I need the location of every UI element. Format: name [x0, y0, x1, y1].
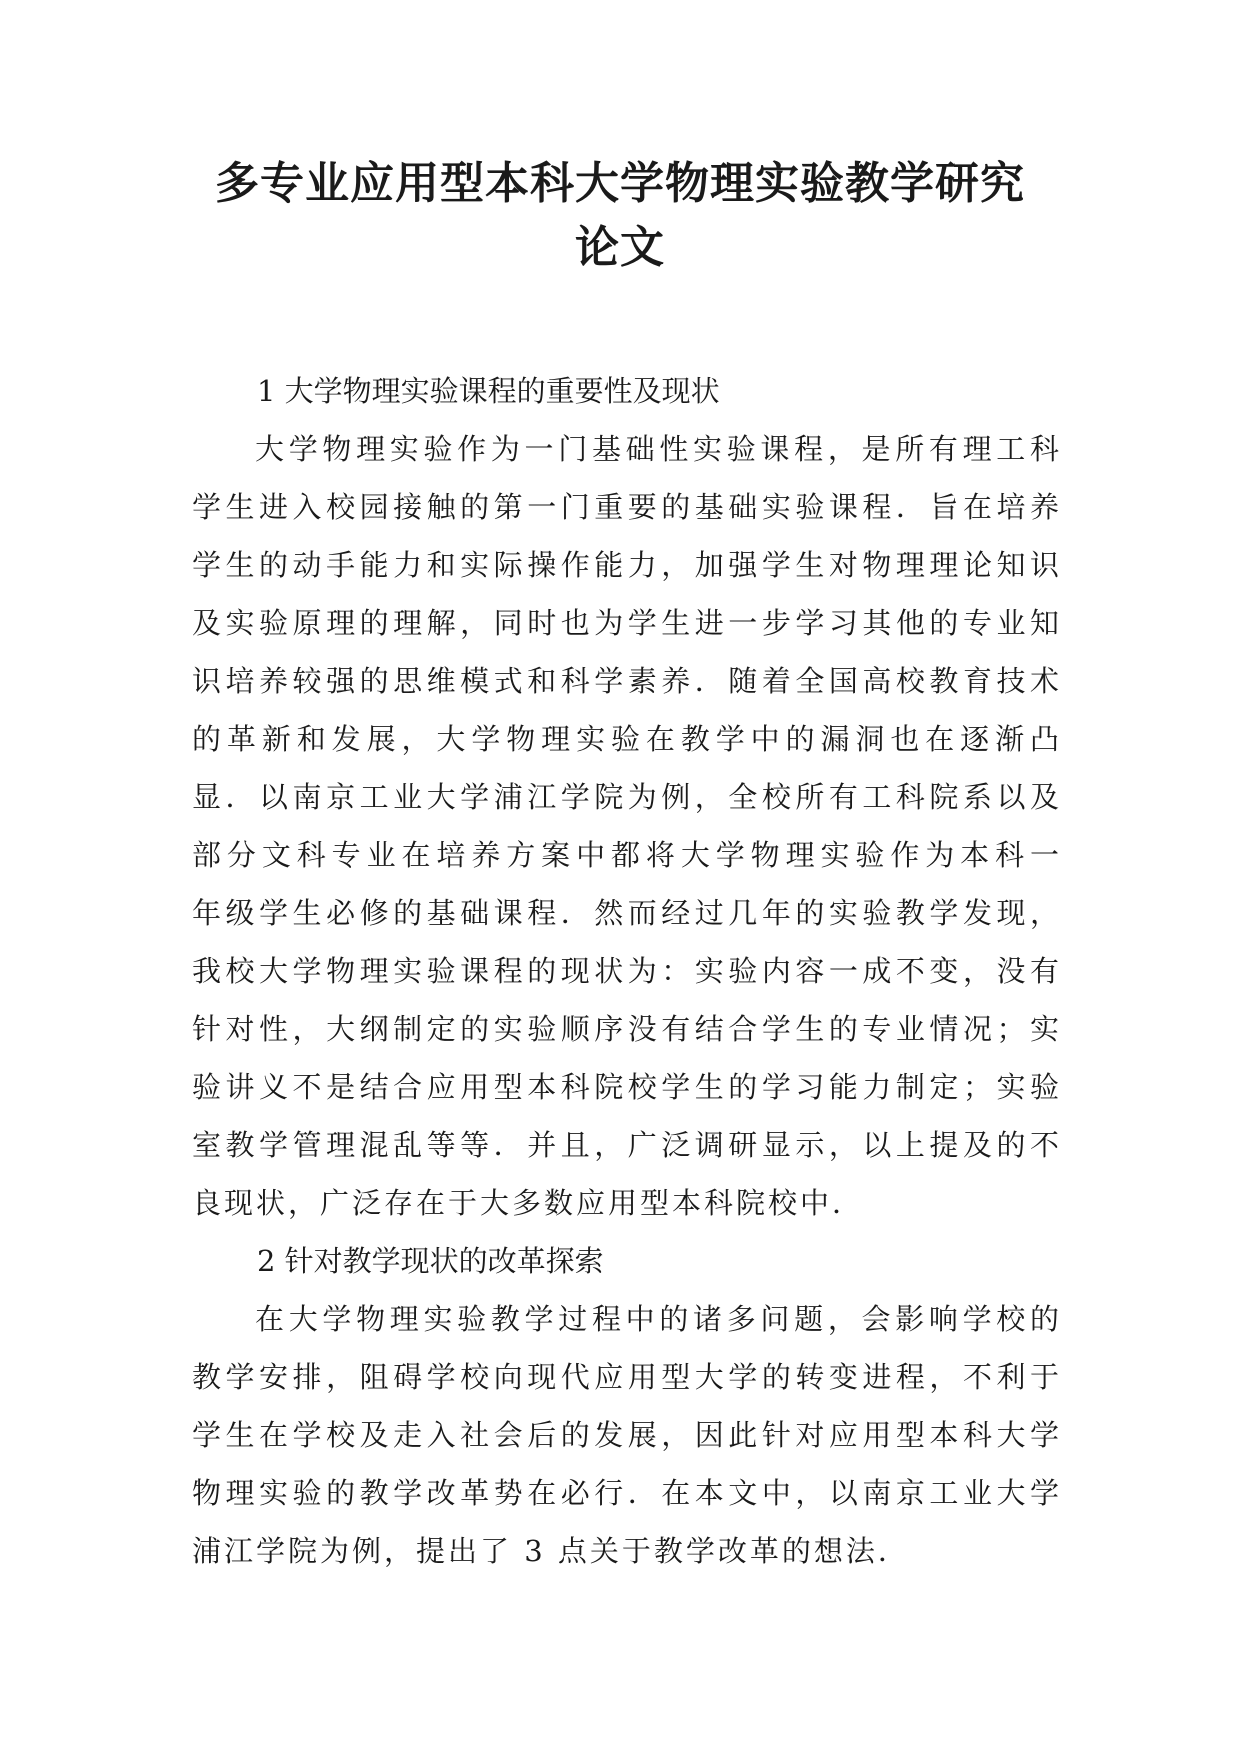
section-1-paragraph	[192, 420, 1062, 1232]
paragraph-line: 识培养较强的思维模式和科学素养．随着全国高校教育技术	[192, 664, 1062, 698]
paragraph-line: 部分文科专业在培养方案中都将大学物理实验作为本科一	[192, 838, 1062, 872]
paragraph-line: 学生进入校园接触的第一门重要的基础实验课程．旨在培养	[192, 490, 1062, 524]
paragraph-line: 及实验原理的理解，同时也为学生进一步学习其他的专业知	[192, 606, 1062, 640]
paragraph-line: 浦江学院为例，提出了 3 点关于教学改革的想法．	[192, 1534, 910, 1568]
paragraph-line: 我校大学物理实验课程的现状为：实验内容一成不变，没有	[192, 954, 1062, 988]
paragraph-line: 学生在学校及走入社会后的发展，因此针对应用型本科大学	[192, 1418, 1062, 1452]
document-title-line-1: 多专业应用型本科大学物理实验教学研究	[215, 158, 1025, 209]
paragraph-line: 验讲义不是结合应用型本科院校学生的学习能力制定；实验	[192, 1070, 1062, 1104]
paragraph-line: 在大学物理实验教学过程中的诸多问题，会影响学校的	[255, 1302, 1062, 1336]
paragraph-line: 教学安排，阻碍学校向现代应用型大学的转变进程，不利于	[192, 1360, 1062, 1394]
section-2-paragraph	[192, 1290, 1062, 1580]
paragraph-line: 大学物理实验作为一门基础性实验课程，是所有理工科	[255, 432, 1062, 466]
section-heading-1: 1 大学物理实验课程的重要性及现状	[257, 374, 720, 408]
paragraph-line: 年级学生必修的基础课程．然而经过几年的实验教学发现，	[192, 896, 1062, 930]
paragraph-line: 学生的动手能力和实际操作能力，加强学生对物理理论知识	[192, 548, 1062, 582]
document-body	[192, 362, 1062, 1580]
section-heading-2: 2 针对教学现状的改革探索	[257, 1244, 604, 1278]
paragraph-line: 室教学管理混乱等等．并且，广泛调研显示，以上提及的不	[192, 1128, 1062, 1162]
paragraph-line: 显．以南京工业大学浦江学院为例，全校所有工科院系以及	[192, 780, 1062, 814]
paragraph-line: 针对性，大纲制定的实验顺序没有结合学生的专业情况；实	[192, 1012, 1062, 1046]
paragraph-line: 良现状，广泛存在于大多数应用型本科院校中．	[192, 1186, 865, 1220]
paragraph-line: 的革新和发展，大学物理实验在教学中的漏洞也在逐渐凸	[192, 722, 1062, 756]
document-title-line-2: 论文	[575, 222, 665, 273]
paragraph-line: 物理实验的教学改革势在必行．在本文中，以南京工业大学	[192, 1476, 1062, 1510]
